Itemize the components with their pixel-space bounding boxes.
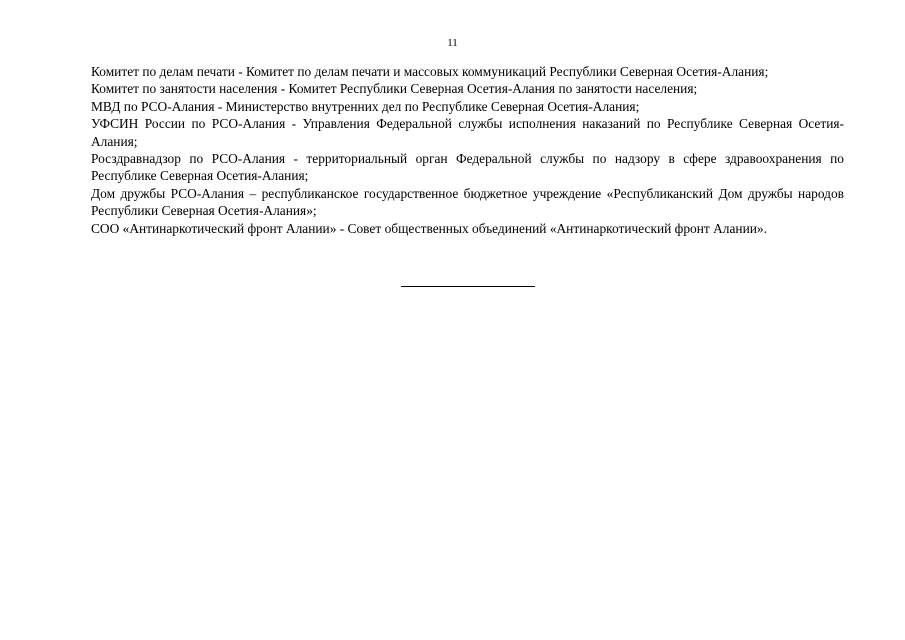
abbreviation-entry: Росздравнадзор по РСО-Алания - территориальный орган Федеральной службы по надзору в сфере здравоохранения по Республике Северная Осетия-Алания; <box>91 151 844 184</box>
abbreviation-entry: Дом дружбы РСО-Алания – республиканское государственное бюджетное учреждение «Республиканский Дом дружбы народов Республики Северная Осетия-Алания»; <box>91 185 844 219</box>
abbreviation-entry: СОО «Антинаркотический фронт Алании» - Совет общественных объединений «Антинаркотический фронт Алании». <box>91 220 767 236</box>
abbreviation-entry: УФСИН России по РСО-Алания - Управления Федеральной службы исполнения наказаний по Республике Северная Осетия-Алания; <box>91 116 844 149</box>
abbreviations-list <box>91 63 844 237</box>
page-number: 11 <box>447 37 458 49</box>
abbreviation-entry: Комитет по делам печати - Комитет по делам печати и массовых коммуникаций Республики Северная Осетия-Алания; <box>91 64 769 79</box>
end-divider-line <box>401 286 535 287</box>
abbreviation-entry: МВД по РСО-Алания - Министерство внутренних дел по Республике Северная Осетия-Алания; <box>91 98 640 114</box>
abbreviation-entry: Комитет по занятости населения - Комитет Республики Северная Осетия-Алания по занятости населения; <box>91 81 698 97</box>
